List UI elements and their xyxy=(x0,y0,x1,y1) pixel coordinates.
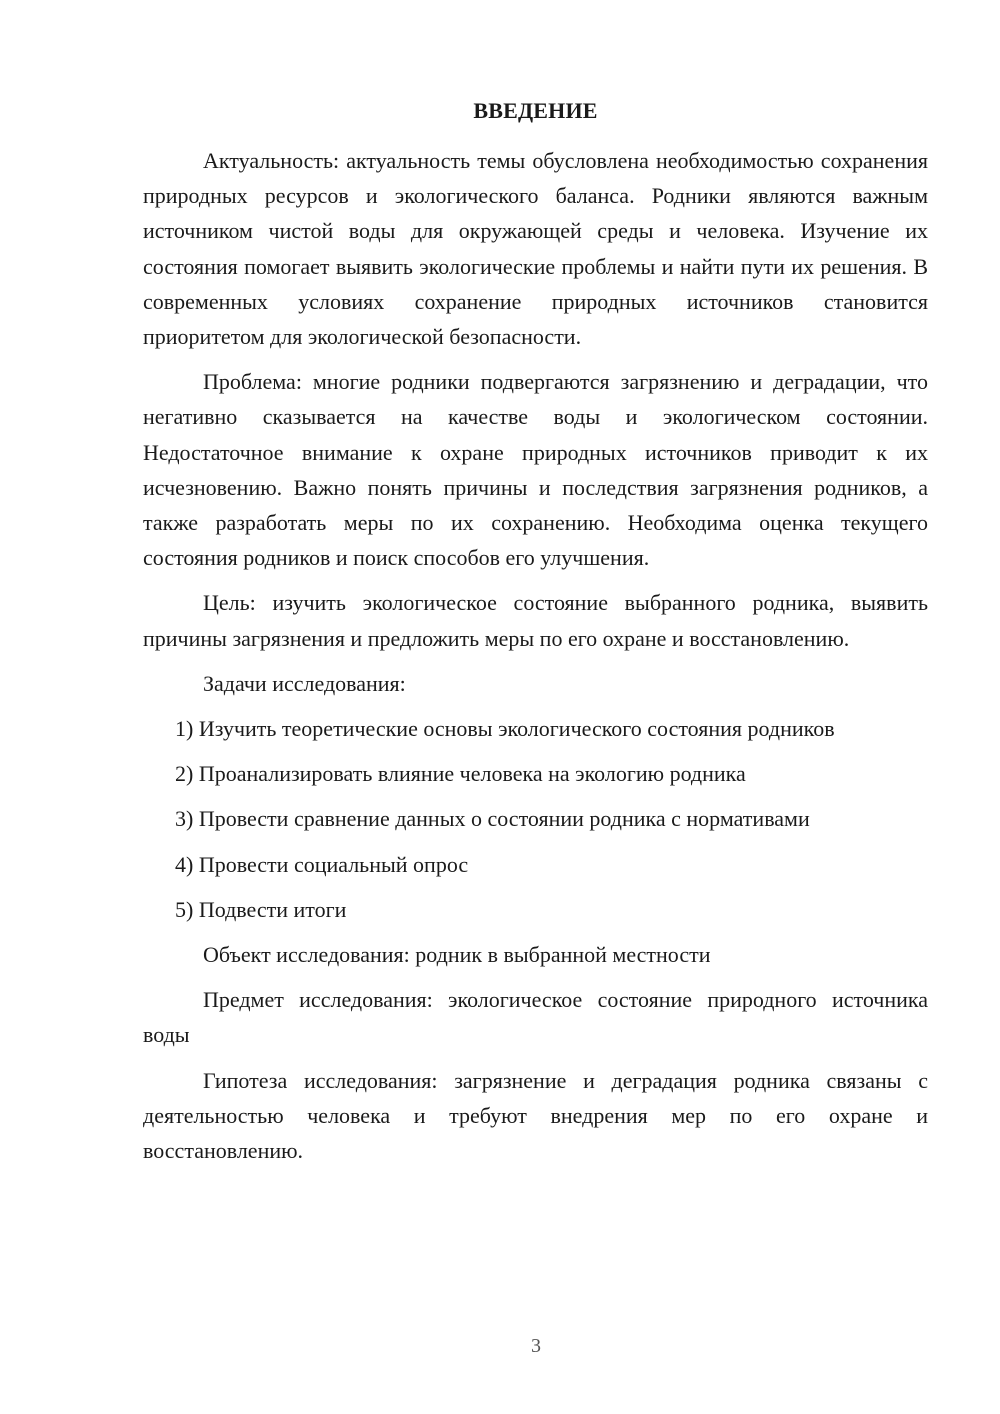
task-item-5: 5) Подвести итоги xyxy=(175,896,347,922)
document-body xyxy=(143,96,928,1178)
page-title: ВВЕДЕНИЕ xyxy=(473,98,598,123)
tasks-list xyxy=(143,711,928,927)
subject-paragraph: Предмет исследования: экологическое состояние природного источника воды xyxy=(143,987,928,1048)
task-item-1: 1) Изучить теоретические основы экологического состояния родников xyxy=(175,716,835,742)
goal-paragraph: Цель: изучить экологическое состояние выбранного родника, выявить причины загрязнения и предложить меры по его охране и восстановлению. xyxy=(143,590,928,651)
relevance-paragraph: Актуальность: актуальность темы обусловлена необходимостью сохранения природных ресурсов и экологического баланса. Родники являются важным источником чистой воды для окружающей среды и человека. Изучение их состояния помогает выявить экологические проблемы и найти пути их решения. В современных условиях сохранение природных источников становится приоритетом для экологической безопасности. xyxy=(143,148,928,350)
task-item-2: 2) Проанализировать влияние человека на экологию родника xyxy=(175,761,746,787)
problem-paragraph: Проблема: многие родники подвергаются загрязнению и деградации, что негативно сказывается на качестве воды и экологическом состоянии. Недостаточное внимание к охране природных источников приводит к их исчезновению. Важно понять причины и последствия загрязнения родников, а также разработать меры по их сохранению. Необходима оценка текущего состояния родников и поиск способов его улучшения. xyxy=(143,369,928,571)
task-item-3: 3) Провести сравнение данных о состоянии родника с нормативами xyxy=(175,806,810,832)
tasks-title: Задачи исследования: xyxy=(203,670,406,696)
object-paragraph: Объект исследования: родник в выбранной местности xyxy=(203,942,711,968)
task-item-4: 4) Провести социальный опрос xyxy=(175,851,469,877)
page-number: 3 xyxy=(531,1335,541,1357)
hypothesis-paragraph: Гипотеза исследования: загрязнение и деградация родника связаны с деятельностью человека и требуют внедрения мер по его охране и восстановлению. xyxy=(143,1067,928,1164)
